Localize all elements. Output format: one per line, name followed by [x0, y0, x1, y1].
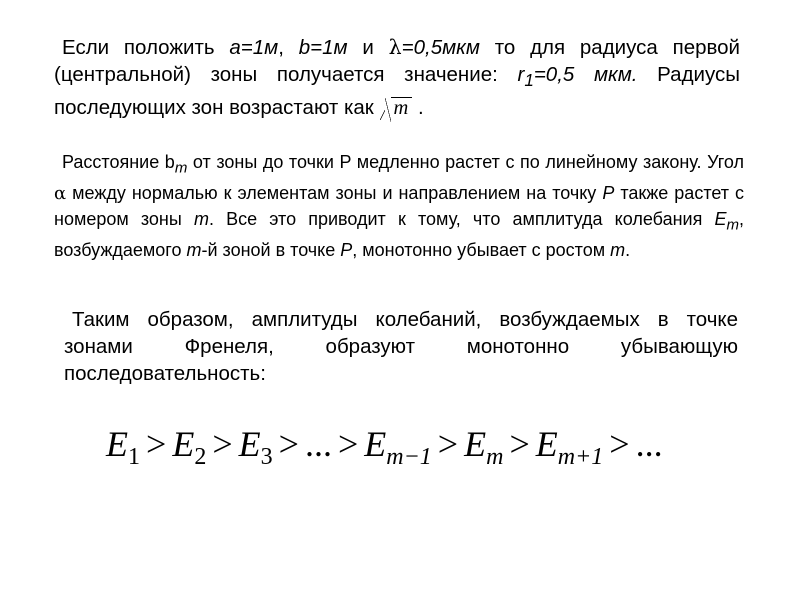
text: . Все это приводит к тому, что амплитуда колебания [208, 208, 715, 229]
paragraph-zone-radius [54, 34, 740, 121]
var-r: $r_1=0,5$ мкм. [517, 63, 638, 91]
text: также растет с номером зоны [54, 183, 745, 229]
lambda-value: =0,5мкм [401, 36, 480, 59]
text: от зоны до точки P медленно растет с по линейному закону. Угол [187, 152, 744, 172]
text: -й зоной в точке [201, 239, 341, 260]
sub-m: m [726, 216, 739, 234]
var-b: b=1м [298, 36, 348, 59]
var-E: E [714, 208, 727, 229]
amplitude-inequality-formula: $E_1 > E_2 > E_3$ > ... > $E_{m-1} > E_m > E_{m+1}$ > ... [106, 424, 663, 470]
text: , монотонно убывает с ростом [352, 239, 611, 260]
var-P: P [602, 183, 615, 204]
alpha-symbol: α [54, 183, 67, 205]
var-a: a=1м [229, 36, 279, 59]
text: . [412, 96, 424, 120]
text: и [347, 36, 389, 59]
var-P: P [340, 239, 353, 260]
var-m: m [186, 239, 202, 260]
text: , [278, 36, 299, 59]
sub-m: m [174, 159, 188, 177]
text: . [625, 239, 631, 260]
sqrt-m-formula: m [391, 97, 412, 118]
text: Если положить [62, 36, 230, 59]
var-m: m [193, 208, 209, 229]
text: Таким образом, амплитуды колебаний, возбуждаемых в точке зонами Френеля, образуют монотонно убывающую последовательность: [64, 308, 738, 385]
text: , возбуждаемого [54, 208, 744, 260]
text: Радиусы последующих зон возрастают как [54, 63, 740, 120]
paragraph-conclusion [64, 306, 738, 387]
text: Расстояние b [62, 152, 175, 172]
paragraph-distance-angle [54, 150, 744, 263]
text: то для радиуса первой (центральной) зоны получается значение: [54, 36, 741, 86]
text: между нормалью к элементам зоны и направлением на точку [66, 183, 603, 204]
var-m: m [610, 239, 626, 260]
lambda-symbol: λ [388, 35, 402, 59]
